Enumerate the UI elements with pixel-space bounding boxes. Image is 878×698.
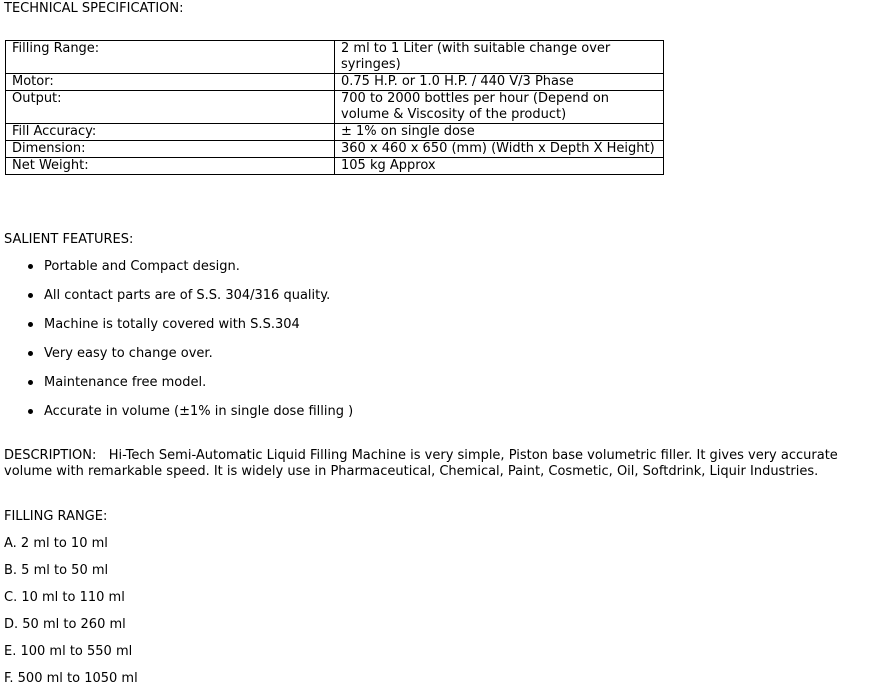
spec-value-net-weight: 105 kg Approx (335, 158, 664, 175)
spec-label-fill-accuracy: Fill Accuracy: (6, 124, 335, 141)
feature-text: Maintenance free model. (44, 375, 207, 390)
list-item (0, 287, 600, 304)
filling-range-list (4, 536, 138, 698)
bullet-icon (28, 293, 33, 298)
spec-value-dimension: 360 x 460 x 650 (mm) (Width x Depth X Height) (335, 141, 664, 158)
bullet-icon (28, 409, 33, 414)
spec-label-net-weight: Net Weight: (6, 158, 335, 175)
list-item: A. 2 ml to 10 ml (4, 536, 108, 551)
description-paragraph (4, 448, 876, 480)
spec-label-dimension: Dimension: (6, 141, 335, 158)
table-row (6, 91, 664, 124)
list-item (0, 258, 600, 275)
bullet-icon (28, 380, 33, 385)
feature-text: Machine is totally covered with S.S.304 (44, 317, 300, 332)
bullet-icon (28, 264, 33, 269)
spec-value-filling-range: 2 ml to 1 Liter (with suitable change over syringes) (335, 41, 664, 74)
features-list (0, 258, 600, 432)
table-row (6, 41, 664, 74)
feature-text: Portable and Compact design. (44, 259, 240, 274)
list-item: F. 500 ml to 1050 ml (4, 671, 138, 686)
description-label: DESCRIPTION: (4, 448, 97, 463)
list-item (0, 345, 600, 362)
spec-table (5, 40, 664, 175)
table-row (6, 141, 664, 158)
spec-label-output: Output: (6, 91, 335, 124)
spec-value-output: 700 to 2000 bottles per hour (Depend on volume & Viscosity of the product) (335, 91, 664, 124)
bullet-icon (28, 322, 33, 327)
feature-text: Very easy to change over. (44, 346, 213, 361)
feature-text: Accurate in volume (±1% in single dose filling ) (44, 404, 354, 419)
salient-features-heading: SALIENT FEATURES: (4, 232, 134, 247)
spec-label-motor: Motor: (6, 74, 335, 91)
table-row (6, 74, 664, 91)
description-text: Hi-Tech Semi-Automatic Liquid Filling Machine is very simple, Piston base volumetric filler. It gives very accurate volume with remarkable speed. It is widely use in Pharmaceutical, Chemical, Paint, Cosmetic, Oil, Softdrink, Liquir Industries. (4, 448, 838, 479)
spec-label-filling-range: Filling Range: (6, 41, 335, 74)
list-item (0, 374, 600, 391)
list-item (0, 403, 600, 420)
feature-text: All contact parts are of S.S. 304/316 quality. (44, 288, 331, 303)
table-row (6, 124, 664, 141)
technical-specification-heading: TECHNICAL SPECIFICATION: (4, 1, 184, 16)
filling-range-heading: FILLING RANGE: (4, 509, 108, 524)
list-item: D. 50 ml to 260 ml (4, 617, 126, 632)
list-item: C. 10 ml to 110 ml (4, 590, 125, 605)
list-item: E. 100 ml to 550 ml (4, 644, 133, 659)
list-item (0, 316, 600, 333)
bullet-icon (28, 351, 33, 356)
spec-value-motor: 0.75 H.P. or 1.0 H.P. / 440 V/3 Phase (335, 74, 664, 91)
spec-value-fill-accuracy: ± 1% on single dose (335, 124, 664, 141)
list-item: B. 5 ml to 50 ml (4, 563, 109, 578)
table-row (6, 158, 664, 175)
